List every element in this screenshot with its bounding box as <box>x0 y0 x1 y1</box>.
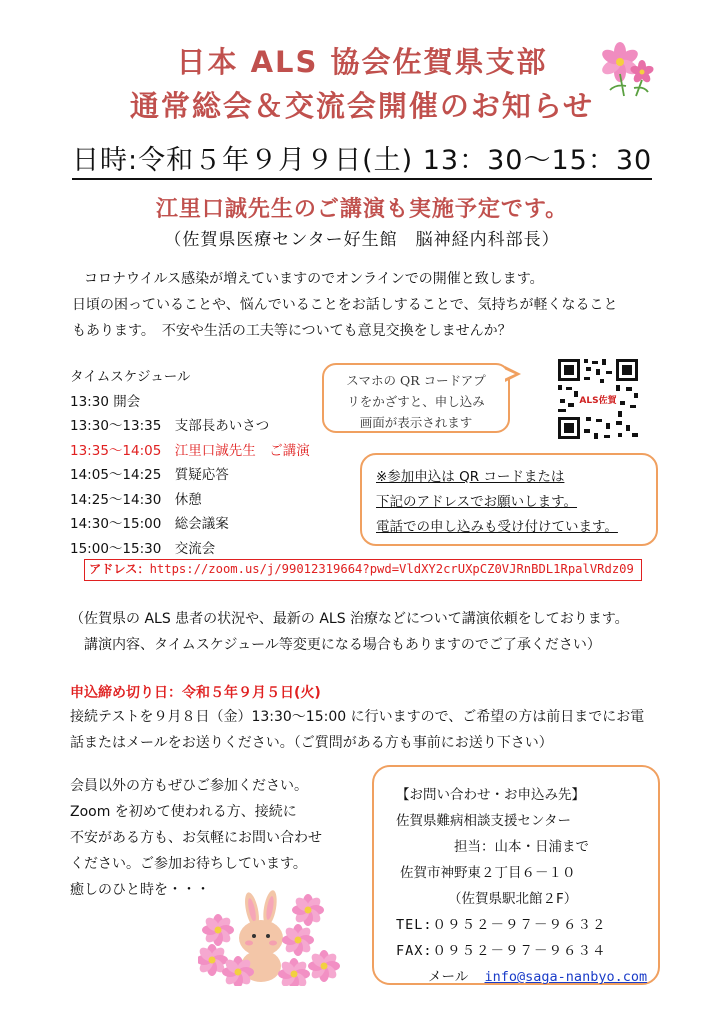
zoom-address <box>84 559 642 581</box>
intro-line: コロナウイルス感染が増えていますのでオンラインでの開催と致します。 <box>84 271 544 287</box>
lecturer-affiliation: （佐賀県医療センター好生館 脳神経内科部長） <box>164 230 560 250</box>
deadline-line: 話またはメールをお送りください。（ご質問がある方も事前にお送り下さい） <box>70 735 553 751</box>
schedule-item: 15:00～15:30 交流会 <box>70 540 216 557</box>
bubble-tail-inner <box>504 369 515 379</box>
intro-line: 日頃の困っていることや、悩んでいることをお話しすることで、気持ちが軽くなること <box>72 297 618 313</box>
event-datetime: 日時:令和５年９月９日(土) 13：30～15：30 <box>72 138 652 180</box>
schedule-item: 14:30～15:00 総会議案 <box>70 516 229 532</box>
notice-line: 下記のアドレスでお願いします。 <box>376 494 578 510</box>
invitation-line: 会員以外の方もぜひご参加ください。 <box>70 778 308 794</box>
zoom-url-link[interactable]: https://zoom.us/j/99012319664?pwd=VldXY2crUXpCZ0VJRnBDL1RpalVRdz09 <box>149 562 634 576</box>
deadline-text <box>70 704 644 756</box>
mail-label: メール <box>428 969 469 985</box>
invitation-line: 不安がある方も、お気軽にお問い合わせ <box>70 830 322 846</box>
title-line-2: 通常総会＆交流会開催のお知らせ <box>129 89 595 123</box>
contact-staff: 担当：山本・日浦まで <box>454 839 589 855</box>
bubble-line: スマホの QR コードアプ <box>346 373 486 388</box>
note-line: 講演内容、タイムスケジュール等変更になる場合もありますのでご了承ください） <box>84 637 601 653</box>
intro-line: もあります。 不安や生活の工夫等についても意見交換をしませんか？ <box>72 323 512 339</box>
lecture-subtitle: 江里口誠先生のご講演も実施予定です。 <box>155 197 569 222</box>
rabbit-flowers-illustration <box>198 880 354 986</box>
bubble-line: リをかざすと、申し込み <box>347 394 485 409</box>
address-label: アドレス： <box>89 562 150 576</box>
contact-tel: TEL:０９５２－９７－９６３２ <box>396 917 607 933</box>
invitation-line: ください。ご参加お待ちしています。 <box>70 856 307 872</box>
qr-label: ALS佐賀 <box>579 396 617 406</box>
schedule-item: 14:05～14:25 質疑応答 <box>70 467 229 483</box>
contact-building: （佐賀県駅北館２F） <box>448 891 578 907</box>
note-line: （佐賀県の ALS 患者の状況や、最新の ALS 治療などについて講演依頼をしております。 <box>70 611 629 627</box>
intro-text <box>72 266 618 344</box>
contact-fax: FAX:０９５２－９７－９６３４ <box>396 943 607 959</box>
schedule-item: 14:25～14:30 休憩 <box>70 491 202 508</box>
contact-heading: 【お問い合わせ・お申込み先】 <box>396 787 585 803</box>
notice-line: 電話での申し込みも受け付けています。 <box>376 519 618 535</box>
contact-org: 佐賀県難病相談支援センター <box>396 813 571 829</box>
deadline-line: 接続テストを９月８日（金）13:30～15:00 に行いますので、ご希望の方は前日までにお電 <box>70 709 645 725</box>
invitation-line: 癒しのひと時を・・・ <box>70 882 210 898</box>
schedule-item: 13:30 開会 <box>70 393 141 410</box>
notice-line: ※参加申込は QR コードまたは <box>376 469 565 485</box>
time-schedule <box>70 365 310 561</box>
bubble-line: 画面が表示されます <box>359 415 473 430</box>
schedule-item-highlight: 13:35～14:05 江里口誠先生 ご講演 <box>70 442 310 459</box>
mail-link[interactable]: info@saga-nanbyo.com <box>484 969 648 985</box>
qr-speech-bubble <box>322 363 510 433</box>
title-line-1: 日本 ALS 協会佐賀県支部 <box>176 45 548 79</box>
contact-box <box>372 765 660 985</box>
schedule-heading: タイムスケジュール <box>70 369 191 385</box>
application-notice <box>360 453 658 546</box>
deadline-heading: 申込締め切り日：令和５年９月５日(火) <box>70 685 321 701</box>
qr-code[interactable] <box>556 357 640 441</box>
contact-address: 佐賀市神野東２丁目６－１０ <box>400 865 576 881</box>
invitation-line: Zoom を初めて使われる方、接続に <box>70 804 297 820</box>
schedule-item: 13:30～13:35 支部長あいさつ <box>70 418 270 434</box>
lecture-note <box>70 606 629 658</box>
